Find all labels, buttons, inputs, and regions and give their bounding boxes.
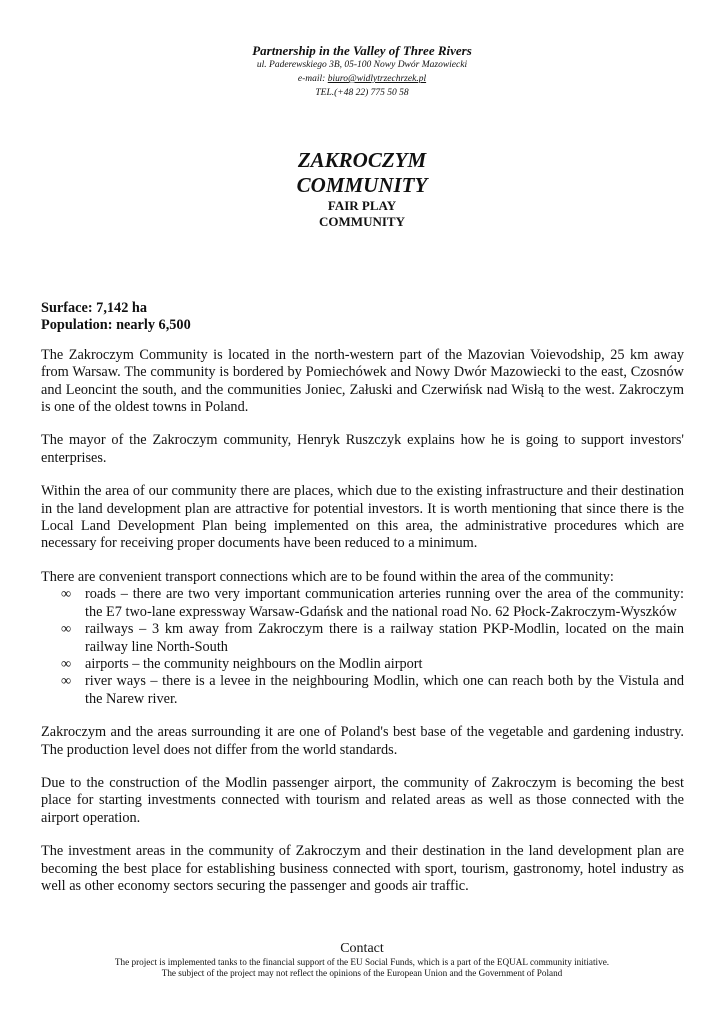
organization-phone: TEL.(+48 22) 775 50 58 bbox=[315, 88, 409, 98]
mayor-paragraph: The mayor of the Zakroczym community, Henryk Ruszczyk explains how he is going to support investors' enterprises. bbox=[41, 432, 684, 466]
infinity-bullet-icon: ∞ bbox=[61, 621, 72, 638]
email-label: e-mail: bbox=[297, 74, 328, 84]
transport-list bbox=[41, 586, 684, 708]
organization-name: Partnership in the Valley of Three Rivers bbox=[252, 43, 472, 58]
infinity-bullet-icon: ∞ bbox=[61, 586, 72, 603]
document-subtitle-line-2: COMMUNITY bbox=[319, 214, 405, 229]
agriculture-paragraph: Zakroczym and the areas surrounding it are one of Poland's best base of the vegetable and gardening industry. The production level does not differ from the world standards. bbox=[41, 724, 684, 758]
organization-email-line bbox=[0, 72, 724, 86]
list-item-text: railways – 3 km away from Zakroczym there is a railway station PKP-Modlin, located on the main railway line North-South bbox=[85, 621, 684, 655]
footer-funding-note: The project is implemented tanks to the financial support of the EU Social Funds, which is a part of the EQUAL community initiative. bbox=[114, 957, 610, 967]
list-item-text: airports – the community neighbours on the Modlin airport bbox=[85, 655, 423, 672]
document-subtitle-line-1: FAIR PLAY bbox=[327, 198, 397, 213]
document-title-block bbox=[0, 148, 724, 230]
list-item-text: roads – there are two very important communication arteries running over the area of the community: the E7 two-lane expressway Warsaw-Gdańsk and the national road No. 62 Płock-Zakroczym-Wyszków bbox=[85, 586, 684, 620]
footer-heading: Contact bbox=[340, 941, 384, 956]
organization-address: ul. Paderewskiego 3B, 05-100 Nowy Dwór Mazowiecki bbox=[256, 60, 468, 70]
email-link[interactable]: biuro@widlytrzechrzek.pl bbox=[327, 74, 427, 84]
infinity-bullet-icon: ∞ bbox=[61, 655, 72, 672]
document-title-line-1: ZAKROCZYM bbox=[297, 148, 427, 172]
stats-block bbox=[41, 300, 684, 335]
investment-areas-paragraph: The investment areas in the community of Zakroczym and their destination in the land development plan are becoming the best place for establishing business connected with sport, tourism, gastronomy, hotel industry as well as other economy sectors securing the passenger and goods air traffic. bbox=[41, 843, 684, 894]
surface-stat: Surface: 7,142 ha bbox=[41, 300, 148, 316]
footer-disclaimer: The subject of the project may not reflect the opinions of the European Union and the Government of Poland bbox=[161, 968, 563, 978]
list-item bbox=[41, 586, 684, 621]
list-item bbox=[41, 621, 684, 656]
letterhead bbox=[0, 44, 724, 100]
page-footer bbox=[0, 940, 724, 979]
population-stat: Population: nearly 6,500 bbox=[41, 317, 191, 334]
list-item bbox=[41, 673, 684, 708]
list-item-text: river ways – there is a levee in the neighbouring Modlin, which one can reach both by the Vistula and the Narew river. bbox=[85, 673, 684, 707]
airport-paragraph: Due to the construction of the Modlin passenger airport, the community of Zakroczym is becoming the best place for starting investments connected with tourism and related areas as well as those connected with the airport operation. bbox=[41, 774, 684, 826]
infinity-bullet-icon: ∞ bbox=[61, 673, 72, 690]
transport-intro: There are convenient transport connections which are to be found within the area of the community: bbox=[41, 568, 614, 585]
intro-paragraph: The Zakroczym Community is located in the north-western part of the Mazovian Voievodship, 25 km away from Warsaw. The community is bordered by Pomiechówek and Nowy Dwór Mazowiecki to the east, Czosnów and Leoncint the south, and the communities Joniec, Załuski and Czerwińsk nad Wisłą to the west. Zakroczym is one of the oldest towns in Poland. bbox=[41, 346, 684, 416]
document-body bbox=[41, 300, 684, 911]
investment-paragraph: Within the area of our community there are places, which due to the existing infrastructure and their destination in the land development plan are attractive for potential investors. It is worth mentioning that since there is the Local Land Development Plan being implemented on this area, the administrative procedures which are necessary for receiving proper documents have been reduced to a minimum. bbox=[41, 483, 684, 552]
list-item bbox=[41, 656, 684, 673]
document-title-line-2: COMMUNITY bbox=[296, 173, 428, 197]
